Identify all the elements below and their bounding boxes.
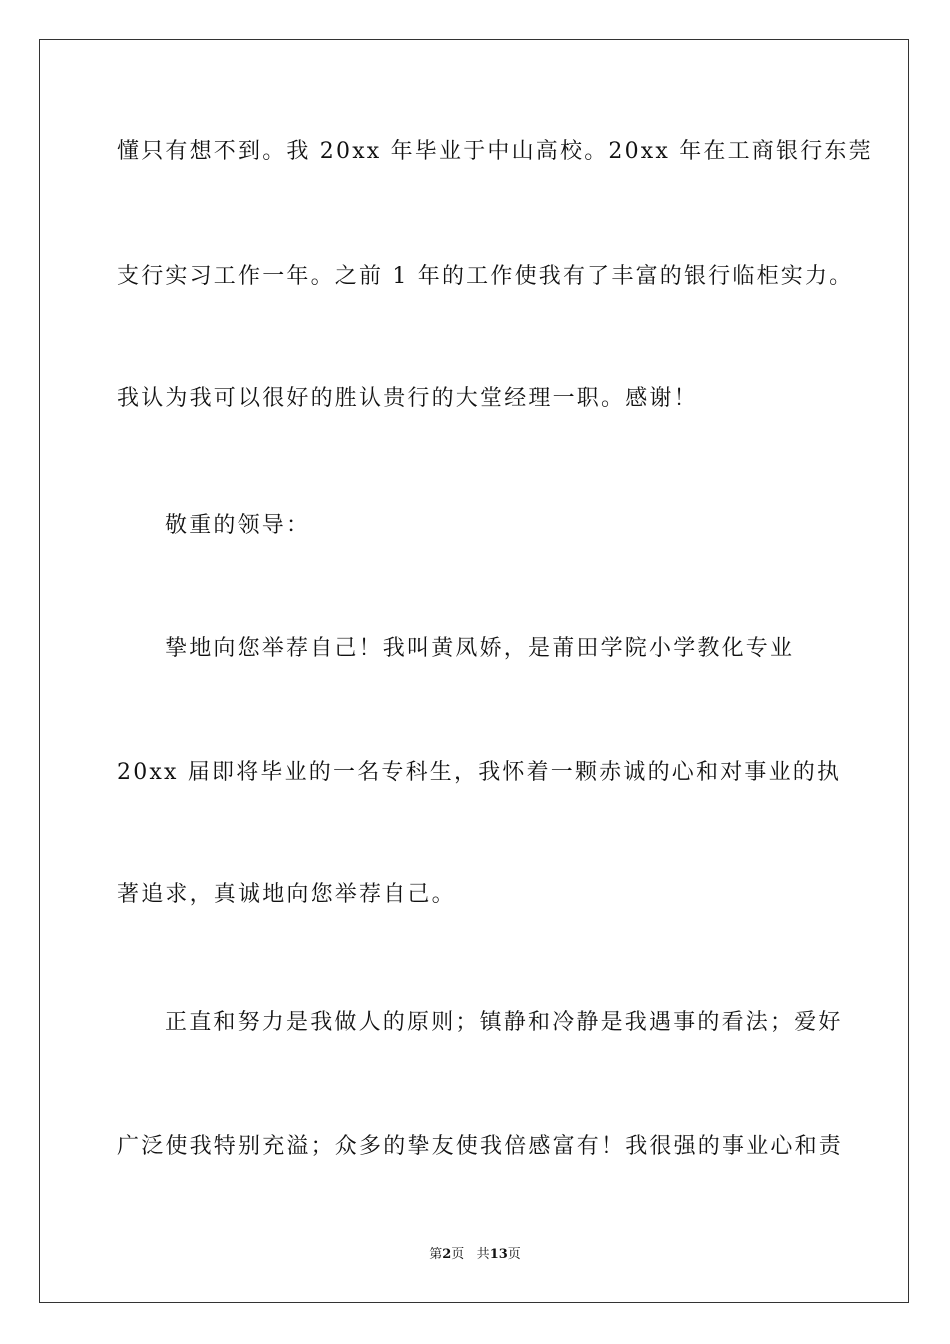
page-footer (0, 1246, 950, 1264)
total-pages: 13 (489, 1247, 508, 1262)
page-prefix: 第 (429, 1247, 443, 1262)
salutation: 敬重的领导： (165, 513, 311, 538)
text-line-5: 挚地向您举荐自己！我叫黄凤娇，是莆田学院小学教化专业 (165, 636, 795, 661)
text-line-1: 懂只有想不到。我 20xx 年毕业于中山高校。20xx 年在工商银行东莞 (117, 139, 873, 164)
text-line-6: 20xx 届即将毕业的一名专科生，我怀着一颗赤诚的心和对事业的执 (117, 760, 842, 785)
text-line-8: 正直和努力是我做人的原则；镇静和冷静是我遇事的看法；爱好 (165, 1010, 843, 1035)
page-number: 2 (442, 1247, 452, 1262)
total-prefix: 共 (476, 1247, 490, 1262)
text-line-7: 著追求，真诚地向您举荐自己。 (117, 882, 456, 907)
text-line-9: 广泛使我特别充溢；众多的挚友使我倍感富有！我很强的事业心和责 (117, 1134, 844, 1159)
total-suffix: 页 (507, 1247, 521, 1262)
page-border (39, 39, 909, 1303)
text-line-2: 支行实习工作一年。之前 1 年的工作使我有了丰富的银行临柜实力。 (117, 264, 854, 289)
text-line-3: 我认为我可以很好的胜认贵行的大堂经理一职。感谢！ (117, 386, 698, 411)
page-suffix: 页 (451, 1247, 465, 1262)
